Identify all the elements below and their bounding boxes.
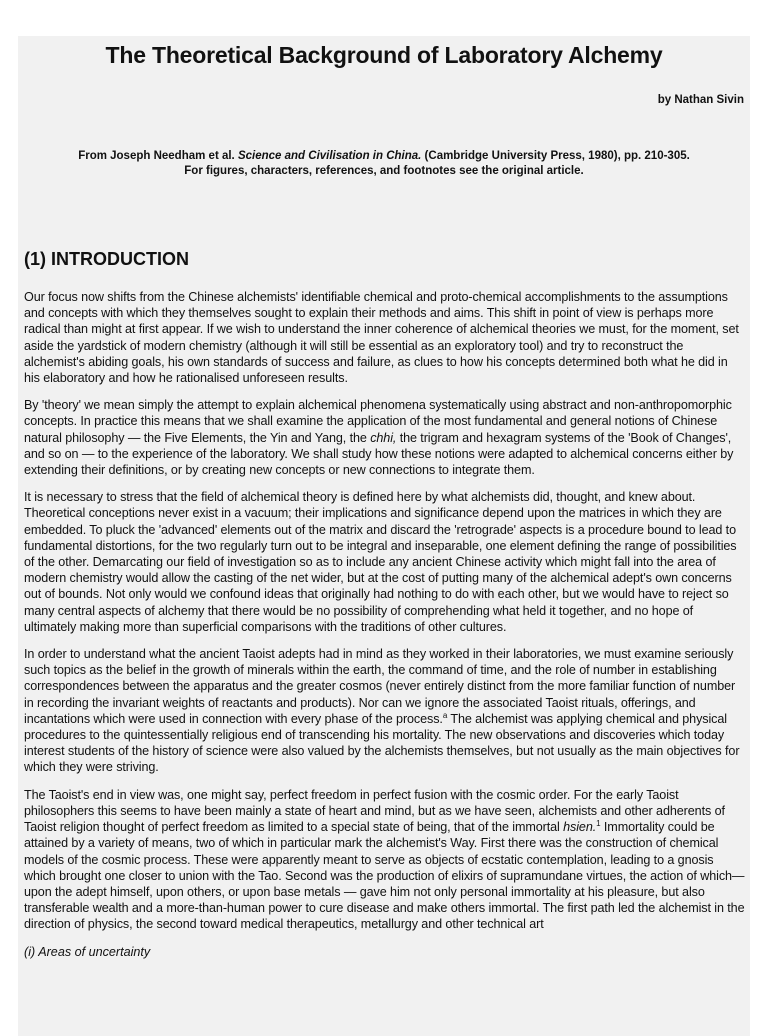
italic-term-chhi: chhi, (370, 430, 397, 445)
paragraph-2 (24, 397, 746, 478)
source-citation (18, 149, 750, 179)
paragraph-text: It is necessary to stress that the field of alchemical theory is defined here by what alchemists did, thought, and knew about. Theoretical conceptions never exist in a vacuum; their implications and significance depend upon the matrices in which they are embedded. To pluck the 'advanced' elements out of the matrix and discard the 'retrograde' aspects is a procedure bound to lead to fundamental distortions, for the two regularly turn out to be integral and inseparable, one element defining the range of possibilities of the other. Demarcating our field of investigation so as to include any ancient Chinese activity which might fall into the area of modern chemistry would allow the casting of the net wider, but at the cost of putting many of the alchemical adept's own concerns out of bounds. Not only would we confound ideas that originally had nothing to do with each other, but we would have to reject so many central aspects of alchemy that there would be no possibility of comprehending what held it together, and no hope of ultimately making more than superficial comparisons with the traditions of other cultures. (24, 490, 737, 634)
paragraph-4 (24, 646, 746, 776)
paragraph-text: By 'theory' we mean simply the attempt to explain alchemical phenomena systematically using abstract and non-anthropomorphic concepts. In practice this means that we shall examine the application of the most fundamental and general notions of Chinese natural philosophy — the Five Elements, the Yin and Yang, the (24, 398, 732, 445)
paragraph-1 (24, 289, 746, 386)
article-body (24, 289, 746, 960)
paragraph-text: the trigram and hexagram systems of the 'Book of Changes', and so on — to the experience of the laboratory. We shall study how these notions were adapted to alchemical concerns either by extending their definitions, or by creating new concepts or new connections to integrate them. (24, 430, 734, 478)
citation-prefix: From Joseph Needham et al. (78, 150, 238, 162)
paragraph-3 (24, 489, 746, 635)
footnote-marker-1[interactable]: 1 (596, 818, 601, 828)
paragraph-text: The alchemist was applying chemical and physical procedures to the quintessentially religious end of transcending his mortality. The new observations and discoveries which today interest students of the history of science were also valued by the alchemists themselves, but not usually as the main objectives for which they were striving. (24, 711, 740, 775)
paragraph-text: The Taoist's end in view was, one might say, perfect freedom in perfect fusion with the cosmic order. For the early Taoist philosophers this seems to have been mainly a state of heart and mind, but as we have seen, alchemists and other adherents of Taoist religion thought of perfect freedom as limited to a special state of being, that of the immortal (24, 787, 725, 835)
citation-note: For figures, characters, references, and footnotes see the original article. (184, 165, 584, 177)
author-byline: by Nathan Sivin (657, 94, 744, 106)
footnote-marker-a[interactable]: a (442, 710, 448, 720)
paragraph-5 (24, 787, 746, 933)
citation-book-title: Science and Civilisation in China. (237, 150, 422, 162)
section-heading: (1) INTRODUCTION (24, 249, 189, 269)
paragraph-text: Immortality could be attained by a variety of means, two of which in particular mark the alchemist's Way. First there was the construction of chemical models of the cosmic process. These were apparently meant to serve as objects of ecstatic contemplation, leading to a gnosis which brought one closer to union with the Tao. Second was the production of elixirs of supramundane virtues, the action of which—upon the adept himself, upon others, or upon base metals — gave him not only personal immortality at his pleasure, but also transferable wealth and a more-than-human power to cure disease and make others immortal. The first path led the alchemist in the direction of physics, the second toward medical therapeutics, metallurgy and other technical art (24, 820, 745, 932)
citation-suffix: (Cambridge University Press, 1980), pp. 210-305. (421, 150, 690, 162)
document-title: The Theoretical Background of Laboratory Alchemy (105, 42, 663, 68)
subsection-heading: (i) Areas of uncertainty (24, 944, 151, 959)
paragraph-text: Our focus now shifts from the Chinese alchemists' identifiable chemical and proto-chemical accomplishments to the assumptions and concepts with which they themselves sought to explain their methods and aims. This shift in point of view is perhaps more radical than might at first appear. If we wish to understand the inner coherence of alchemical theories we must, for the moment, set aside the yardstick of modern chemistry (although it will still be essential as an exploratory tool) and try to reconstruct the alchemist's abiding goals, his own standards of success and failure, as clues to how his concepts determined both what he did in his elaboratory and how he rationalised unforeseen results. (24, 290, 739, 386)
paragraph-text: In order to understand what the ancient Taoist adepts had in mind as they worked in their laboratories, we must examine seriously such topics as the belief in the growth of minerals within the earth, the command of time, and the role of number in establishing correspondences between the apparatus and the greater cosmos (never entirely distinct from the more familiar function of number in recording the invariant weights of reactants and products). Nor can we ignore the associated Taoist rituals, offerings, and incantations which were used in connection with every phase of the process. (24, 647, 736, 726)
document-page (18, 36, 750, 1036)
italic-term-hsien: hsien. (563, 820, 597, 835)
